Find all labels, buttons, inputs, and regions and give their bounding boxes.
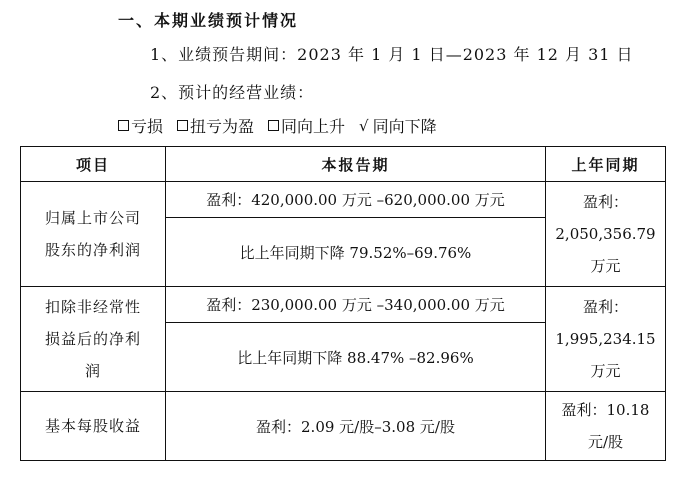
unchecked-box-icon <box>177 120 188 131</box>
option-turnaround <box>177 114 254 137</box>
option-increase <box>268 114 345 137</box>
current-eps-range: 盈利：2.09 元/股–3.08 元/股 <box>166 392 546 461</box>
header-item: 项目 <box>21 147 166 182</box>
check-mark-icon: √ <box>359 116 369 135</box>
row-item-eps <box>21 392 166 461</box>
previous-profit: 盈利：1,995,234.15 万元 <box>555 298 656 380</box>
previous-profit: 盈利：2,050,356.79 万元 <box>555 193 656 275</box>
section-heading: 一、本期业绩预计情况 <box>118 11 299 30</box>
header-current-period: 本报告期 <box>166 147 546 182</box>
current-change-range: 比上年同期下降 88.47% –82.96% <box>166 323 546 392</box>
previous-period-cell <box>546 392 666 461</box>
forecast-type-options <box>118 114 437 137</box>
previous-period-cell <box>546 182 666 287</box>
performance-label: 2、预计的经营业绩： <box>150 83 315 102</box>
unchecked-box-icon <box>118 120 129 131</box>
option-decrease <box>359 114 437 137</box>
current-profit-range: 盈利：230,000.00 万元 –340,000.00 万元 <box>166 287 546 323</box>
table-row <box>21 182 666 218</box>
forecast-period: 1、业绩预告期间：2023 年 1 月 1 日—2023 年 12 月 31 日 <box>150 45 634 64</box>
previous-period-cell <box>546 287 666 392</box>
current-profit-range: 盈利：420,000.00 万元 –620,000.00 万元 <box>166 182 546 218</box>
table-row <box>21 287 666 323</box>
option-label: 同向下降 <box>372 117 437 136</box>
row-item-adjusted-net-profit <box>21 287 166 392</box>
row-item-net-profit <box>21 182 166 287</box>
option-label: 亏损 <box>131 117 164 136</box>
table-header-row <box>21 147 666 182</box>
previous-eps: 盈利：10.18 元/股 <box>561 401 650 451</box>
earnings-forecast-table <box>20 146 666 461</box>
item-label: 归属上市公司股东的净利润 <box>44 209 141 259</box>
option-loss <box>118 114 163 137</box>
table-row <box>21 392 666 461</box>
item-label: 基本每股收益 <box>44 417 141 435</box>
header-previous-period: 上年同期 <box>546 147 666 182</box>
current-change-range: 比上年同期下降 79.52%–69.76% <box>166 218 546 287</box>
option-label: 同向上升 <box>281 117 346 136</box>
unchecked-box-icon <box>268 120 279 131</box>
item-label: 扣除非经常性损益后的净利润 <box>44 298 141 380</box>
option-label: 扭亏为盈 <box>190 117 255 136</box>
